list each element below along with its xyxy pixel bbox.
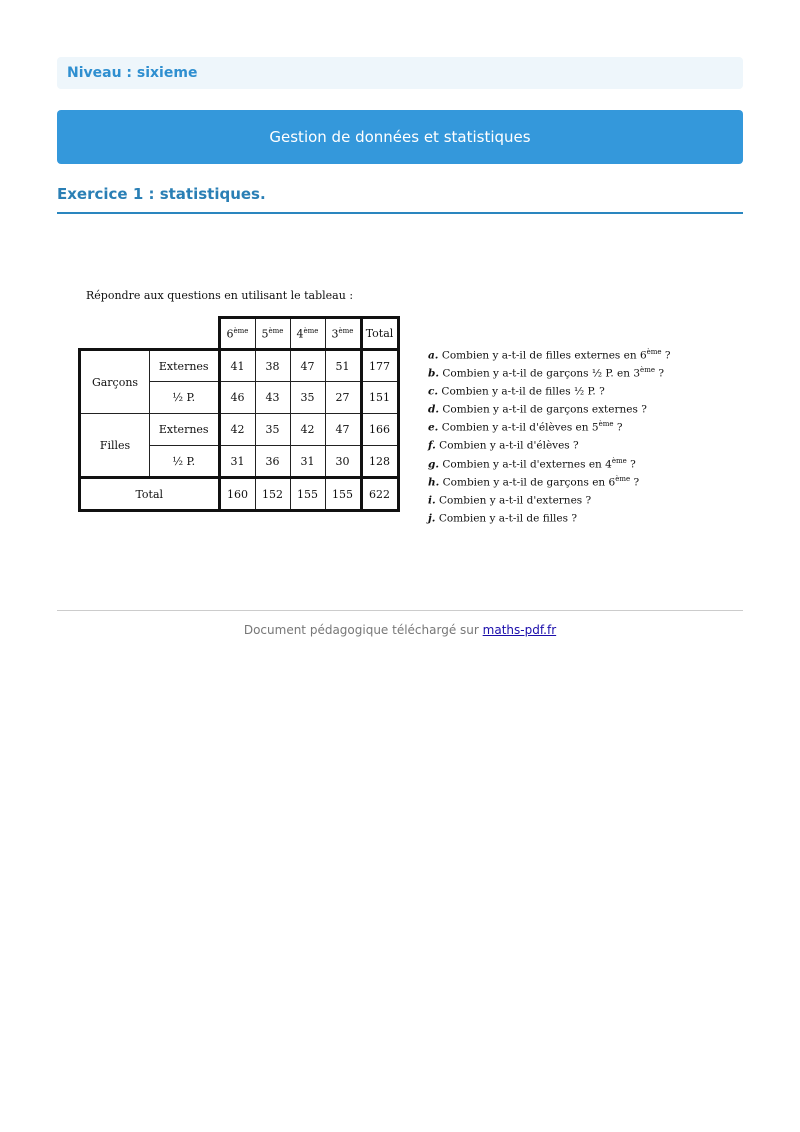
grade-header: 5ème [255,318,290,350]
table-cell: 27 [325,382,361,414]
list-item: i. Combien y a-t-il d'externes ? [428,494,592,507]
table-row [80,414,399,446]
table-cell: 622 [361,478,398,511]
table-cell: 155 [290,478,325,511]
table-cell: 35 [290,382,325,414]
footer-link[interactable]: maths-pdf.fr [482,623,557,637]
table-cell: 41 [219,350,255,382]
row-label: ½ P. [150,382,220,414]
list-item: f. Combien y a-t-il d'élèves ? [428,439,579,452]
total-header: Total [361,318,398,350]
theme-title: Gestion de données et statistiques [269,128,531,146]
list-item: j. Combien y a-t-il de filles ? [428,512,577,525]
table-cell: 43 [255,382,290,414]
exercise-image [76,283,676,525]
table-row [80,350,399,382]
exercise-instruction: Répondre aux questions en utilisant le tableau : [86,289,354,302]
level-box [57,57,743,89]
grade-header: 6ème [219,318,255,350]
grade-header: 4ème [290,318,325,350]
statistics-table [78,316,400,512]
total-row [80,478,399,511]
table-cell: 30 [325,446,361,478]
table-cell: 151 [361,382,398,414]
table-cell: 177 [361,350,398,382]
list-item: h. Combien y a-t-il de garçons en 6ème ? [428,474,640,489]
row-label: Externes [150,350,220,382]
row-label: ½ P. [150,446,220,478]
table-cell: 47 [290,350,325,382]
list-item: g. Combien y a-t-il d'externes en 4ème ? [428,456,636,471]
level-label: Niveau : sixieme [67,65,198,81]
group-label: Filles [80,414,150,478]
footer-text: Document pédagogique téléchargé sur [243,623,479,637]
theme-banner [57,110,743,164]
exercise-title-text: Exercice 1 : statistiques. [57,185,266,203]
table-cell: 31 [219,446,255,478]
table-cell: 166 [361,414,398,446]
table-cell: 31 [290,446,325,478]
total-row-label: Total [80,478,220,511]
table-header-row [80,318,399,350]
question-list [428,345,671,526]
table-cell: 51 [325,350,361,382]
table-cell: 35 [255,414,290,446]
group-label: Garçons [80,350,150,414]
table-cell: 46 [219,382,255,414]
table-cell: 160 [219,478,255,511]
list-item: c. Combien y a-t-il de filles ½ P. ? [428,385,605,398]
table-cell: 128 [361,446,398,478]
row-label: Externes [150,414,220,446]
list-item: e. Combien y a-t-il d'élèves en 5ème ? [428,420,623,434]
table-cell: 42 [290,414,325,446]
exercise-title [57,184,743,214]
list-item: b. Combien y a-t-il de garçons ½ P. en 3ème ? [428,366,664,380]
list-item: d. Combien y a-t-il de garçons externes ? [428,403,647,416]
table-cell: 38 [255,350,290,382]
table-cell: 152 [255,478,290,511]
grade-header: 3ème [325,318,361,350]
footer-divider [57,610,743,611]
table-cell: 155 [325,478,361,511]
table-cell: 36 [255,446,290,478]
list-item: a. Combien y a-t-il de filles externes en 6ème ? [428,348,671,362]
footer [57,623,743,637]
table-cell: 42 [219,414,255,446]
table-cell: 47 [325,414,361,446]
